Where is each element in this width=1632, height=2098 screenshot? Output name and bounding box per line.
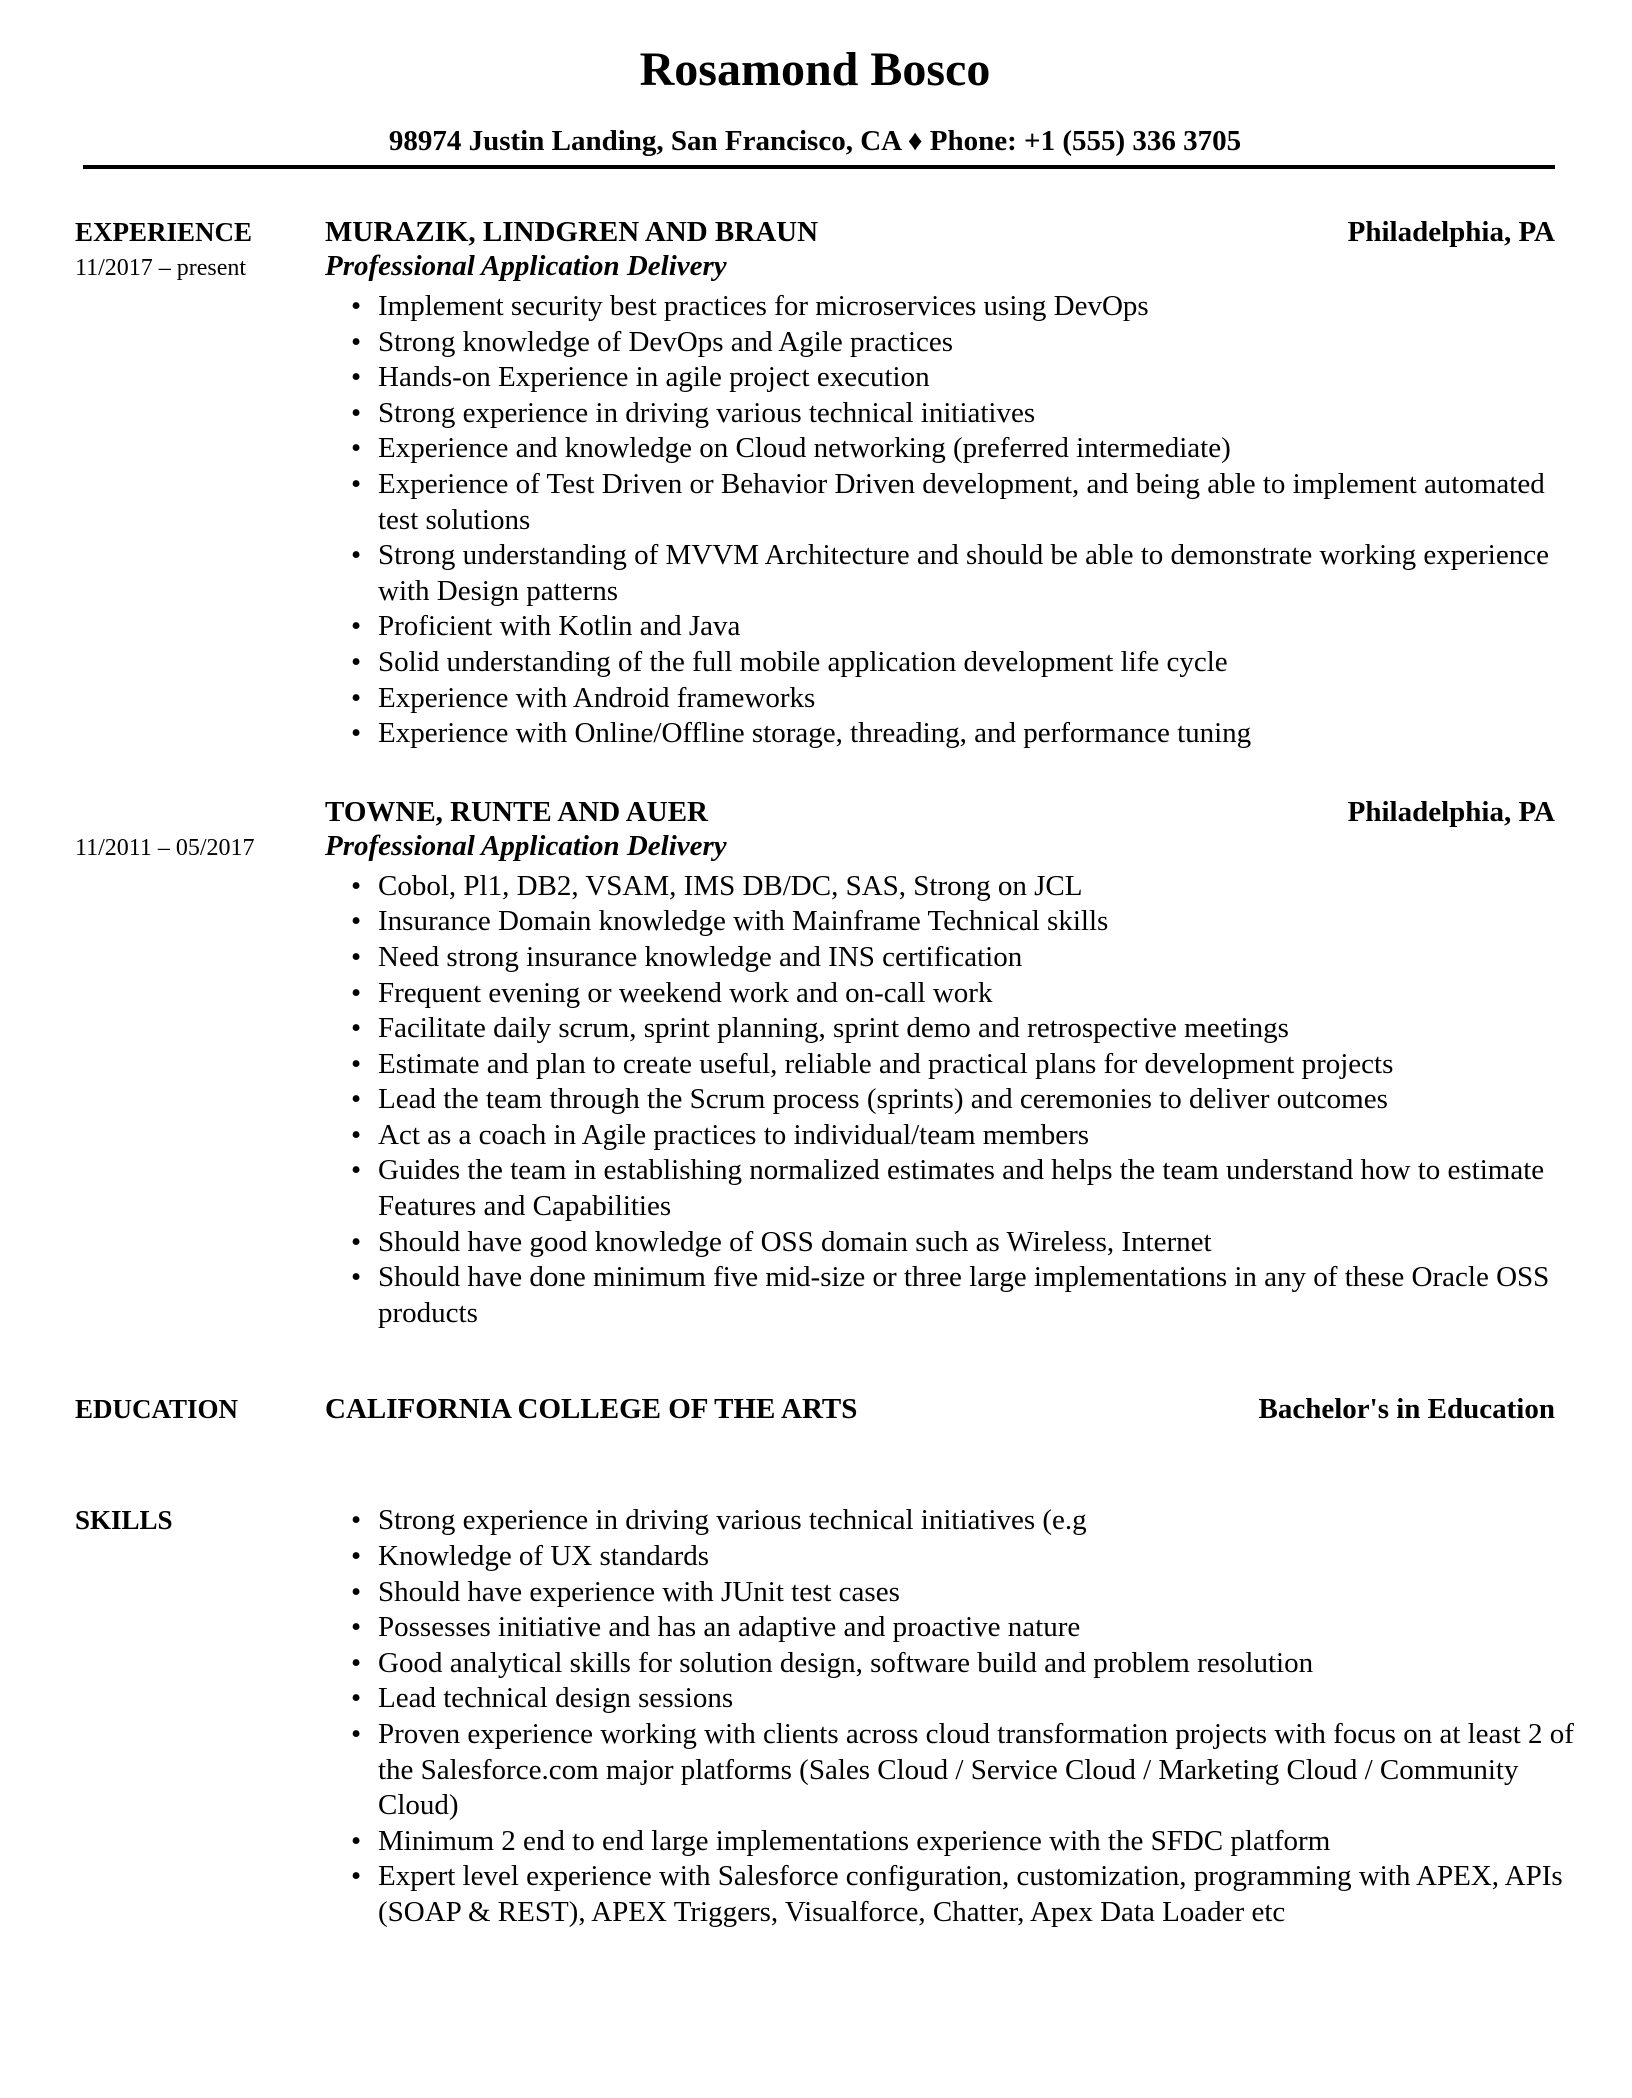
- education-detail-row: [325, 1392, 1555, 1426]
- bullet-item: • Strong knowledge of DevOps and Agile practices: [325, 325, 1576, 361]
- bullet-item: • Facilitate daily scrum, sprint planning, sprint demo and retrospective meetings: [325, 1011, 1576, 1047]
- job-header-row: [75, 795, 1555, 829]
- skills-section-label: SKILLS: [75, 1505, 173, 1536]
- job-dates: 11/2017 – present: [75, 255, 247, 281]
- bullet-item: • Should have done minimum five mid-size or three large implementations in any of these Oracle OSS products: [325, 1260, 1576, 1331]
- header-divider-rule: [83, 165, 1555, 169]
- education-row: [75, 1392, 1555, 1426]
- bullet-item: • Good analytical skills for solution design, software build and problem resolution: [325, 1646, 1576, 1682]
- education-section-label: EDUCATION: [75, 1394, 239, 1425]
- bullet-item: • Expert level experience with Salesforce configuration, customization, programming with APEX, APIs (SOAP & REST), APEX Triggers, Visualforce, Chatter, Apex Data Loader etc: [325, 1859, 1576, 1930]
- bullet-item: • Experience with Android frameworks: [325, 681, 1576, 717]
- job-location: Philadelphia, PA: [1347, 795, 1555, 828]
- bullet-item: • Lead technical design sessions: [325, 1681, 1576, 1717]
- job-role-row: [325, 829, 1555, 863]
- job-location: Philadelphia, PA: [1347, 216, 1555, 248]
- skills-section: [75, 1499, 1574, 1930]
- bullet-item: • Solid understanding of the full mobile application development life cycle: [325, 645, 1576, 681]
- bullet-item: • Experience and knowledge on Cloud networking (preferred intermediate): [325, 431, 1576, 467]
- bullet-item: • Frequent evening or weekend work and on-call work: [325, 976, 1576, 1012]
- job-bullet-list: [325, 289, 1576, 752]
- experience-job-2: [75, 795, 1555, 1332]
- education-section: [75, 1392, 1555, 1426]
- experience-section-label: EXPERIENCE: [75, 217, 253, 247]
- bullet-item: • Need strong insurance knowledge and INS certification: [325, 940, 1576, 976]
- education-degree: Bachelor's in Education: [1258, 1393, 1555, 1426]
- job-company-row: [325, 215, 1555, 249]
- experience-job-1: [75, 215, 1555, 752]
- bullet-item: • Hands-on Experience in agile project execution: [325, 360, 1576, 396]
- bullet-item: • Guides the team in establishing normalized estimates and helps the team understand how to estimate Features and Capabilities: [325, 1153, 1576, 1224]
- bullet-item: • Possesses initiative and has an adaptive and proactive nature: [325, 1610, 1576, 1646]
- bullet-item: • Should have good knowledge of OSS domain such as Wireless, Internet: [325, 1225, 1576, 1261]
- job-role-title: Professional Application Delivery: [325, 829, 727, 862]
- skills-row: [75, 1499, 1574, 1930]
- bullet-item: • Insurance Domain knowledge with Mainframe Technical skills: [325, 904, 1576, 940]
- bullet-item: • Should have experience with JUnit test cases: [325, 1575, 1576, 1611]
- bullet-item: • Cobol, Pl1, DB2, VSAM, IMS DB/DC, SAS, Strong on JCL: [325, 869, 1576, 905]
- bullet-item: • Strong understanding of MVVM Architecture and should be able to demonstrate working experience with Design patterns: [325, 538, 1576, 609]
- skills-bullet-list: [325, 1503, 1576, 1930]
- job-company-row: [325, 795, 1555, 829]
- job-bullet-list: [325, 869, 1576, 1332]
- job-role-row: [325, 249, 1555, 283]
- education-school: CALIFORNIA COLLEGE OF THE ARTS: [325, 1393, 858, 1426]
- bullet-item: • Lead the team through the Scrum process (sprints) and ceremonies to deliver outcomes: [325, 1082, 1576, 1118]
- contact-line: 98974 Justin Landing, San Francisco, CA ♦ Phone: +1 (555) 336 3705: [388, 125, 1242, 157]
- bullet-item: • Proficient with Kotlin and Java: [325, 609, 1576, 645]
- job-company: MURAZIK, LINDGREN AND BRAUN: [325, 216, 819, 248]
- bullet-item: • Implement security best practices for microservices using DevOps: [325, 289, 1576, 325]
- job-role-title: Professional Application Delivery: [325, 250, 727, 282]
- job-subheader-row: [75, 829, 1555, 865]
- bullet-item: • Knowledge of UX standards: [325, 1539, 1576, 1575]
- bullet-item: • Act as a coach in Agile practices to individual/team members: [325, 1118, 1576, 1154]
- bullet-item: • Strong experience in driving various technical initiatives: [325, 396, 1576, 432]
- job-dates: 11/2011 – 05/2017: [75, 834, 255, 861]
- bullet-item: • Strong experience in driving various technical initiatives (e.g: [325, 1503, 1576, 1539]
- job-header-row: [75, 215, 1555, 249]
- bullet-item: • Estimate and plan to create useful, reliable and practical plans for development projects: [325, 1047, 1576, 1083]
- job-subheader-row: [75, 249, 1555, 285]
- bullet-item: • Minimum 2 end to end large implementations experience with the SFDC platform: [325, 1824, 1576, 1860]
- job-company: TOWNE, RUNTE AND AUER: [325, 795, 708, 828]
- bullet-item: • Experience of Test Driven or Behavior Driven development, and being able to implement automated test solutions: [325, 467, 1576, 538]
- bullet-item: • Proven experience working with clients across cloud transformation projects with focus on at least 2 of the Salesforce.com major platforms (Sales Cloud / Service Cloud / Marketing Cloud / Community Cloud): [325, 1717, 1576, 1824]
- person-name: Rosamond Bosco: [639, 43, 991, 96]
- bullet-item: • Experience with Online/Offline storage, threading, and performance tuning: [325, 716, 1576, 752]
